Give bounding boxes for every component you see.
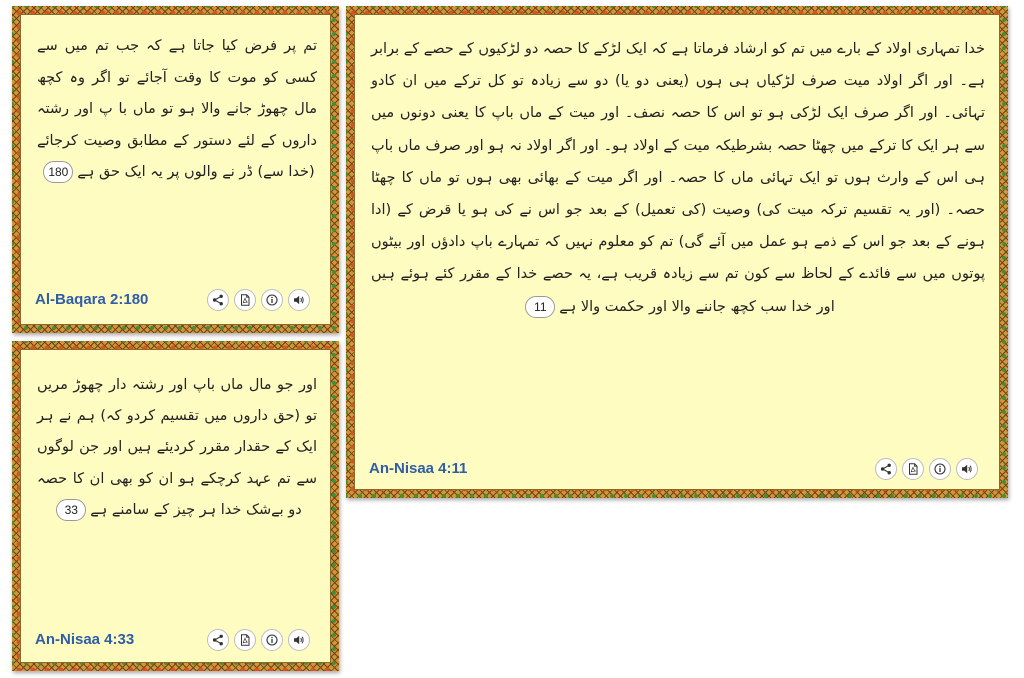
verse-text — [371, 33, 985, 323]
verse-card — [346, 6, 1008, 498]
verse-reference-link[interactable]: An-Nisaa 4:33 — [35, 631, 135, 648]
verse-card-body — [20, 349, 331, 663]
verse-card — [12, 6, 339, 333]
info-icon — [934, 463, 946, 475]
verse-text-content: تم پر فرض کیا جاتا ہے کہ جب تم میں سے کسی کو موت کا وقت آجائے تو اگر وہ کچھ مال چھوڑ جانے والا ہو تو ماں با پ اور رشتہ داروں کے لئے دستور کے مطابق وصیت کرجائے (خدا سے) ڈر نے والوں پر یہ ایک حق ہے — [37, 38, 317, 181]
info-button[interactable] — [929, 458, 951, 480]
audio-icon — [961, 463, 973, 475]
verse-text-content: اور جو مال ماں باپ اور رشتہ دار چھوڑ مریں تو (حق داروں میں تقسیم کردو کہ) ہم نے ہر ایک کے حقدار مقرر کردیئے ہیں اور جن لوگوں سے تم عہد کرچکے ہو ان کو بھی ان کا حصہ دو بےشک خدا ہر چیز کے سامنے ہے — [37, 377, 317, 518]
share-button[interactable] — [875, 458, 897, 480]
verse-text — [37, 31, 317, 189]
verse-text-content: خدا تمہاری اولاد کے بارے میں تم کو ارشاد فرماتا ہے کہ ایک لڑکے کا حصہ دو لڑکیوں کے حصے کے برابر ہے۔ اور اگر اولاد میت صرف لڑکیاں ہی ہوں (یعنی دو یا) دو سے زیادہ تو کل ترکے میں ان کادو تہائی۔ اور اگر صرف ایک لڑکی ہو تو اس کا حصہ نصف۔ اور میت کے ماں باپ کا یعنی دونوں میں سے ہر ایک کا ترکے میں چھٹا حصہ بشرطیکہ میت کے اولاد ہو۔ اور اگر اولاد نہ ہو اور صرف ماں باپ ہی اس کے وارث ہوں تو ایک تہائی ماں کا حصہ۔ اور اگر میت کے بھائی بھی ہوں تو ماں کا چھٹا حصہ۔ (اور یہ تقسیم ترکہ میت کی) وصیت (کی تعمیل) کے بعد جو اس نے کی ہو یا قرض کے (ادا ہونے کے بعد جو اس کے ذمے ہو عمل میں آئے گی) تم کو معلوم نہیں کہ تمہارے باپ دادؤں اور بیٹوں پوتوں میں سے فائدے کے لحاظ سے کون تم سے زیادہ قریب ہے، یہ حصے خدا کے مقرر کئے ہوئے ہیں اور خدا سب کچھ جاننے والا اور حکمت والا ہے — [371, 41, 985, 315]
pdf-icon — [907, 463, 919, 475]
ayah-number-badge: 11 — [525, 296, 555, 318]
verse-actions — [875, 458, 978, 480]
verse-actions — [207, 629, 310, 651]
verse-reference-link[interactable]: Al-Baqara 2:180 — [35, 291, 149, 308]
pdf-button[interactable] — [234, 289, 256, 311]
audio-button[interactable] — [288, 629, 310, 651]
pdf-button[interactable] — [902, 458, 924, 480]
audio-button[interactable] — [288, 289, 310, 311]
info-button[interactable] — [261, 289, 283, 311]
audio-button[interactable] — [956, 458, 978, 480]
verse-text — [37, 370, 317, 526]
info-icon — [266, 634, 278, 646]
verse-card — [12, 341, 339, 671]
verse-card-body — [20, 14, 331, 325]
verse-reference-link[interactable]: An-Nisaa 4:11 — [369, 460, 468, 477]
share-button[interactable] — [207, 289, 229, 311]
info-button[interactable] — [261, 629, 283, 651]
verse-card-body — [354, 14, 1000, 490]
pdf-icon — [239, 634, 251, 646]
audio-icon — [293, 634, 305, 646]
audio-icon — [293, 294, 305, 306]
info-icon — [266, 294, 278, 306]
pdf-button[interactable] — [234, 629, 256, 651]
pdf-icon — [239, 294, 251, 306]
share-icon — [880, 463, 892, 475]
ayah-number-badge: 180 — [43, 161, 73, 183]
share-icon — [212, 294, 224, 306]
verse-actions — [207, 289, 310, 311]
share-icon — [212, 634, 224, 646]
ayah-number-badge: 33 — [56, 499, 86, 521]
share-button[interactable] — [207, 629, 229, 651]
